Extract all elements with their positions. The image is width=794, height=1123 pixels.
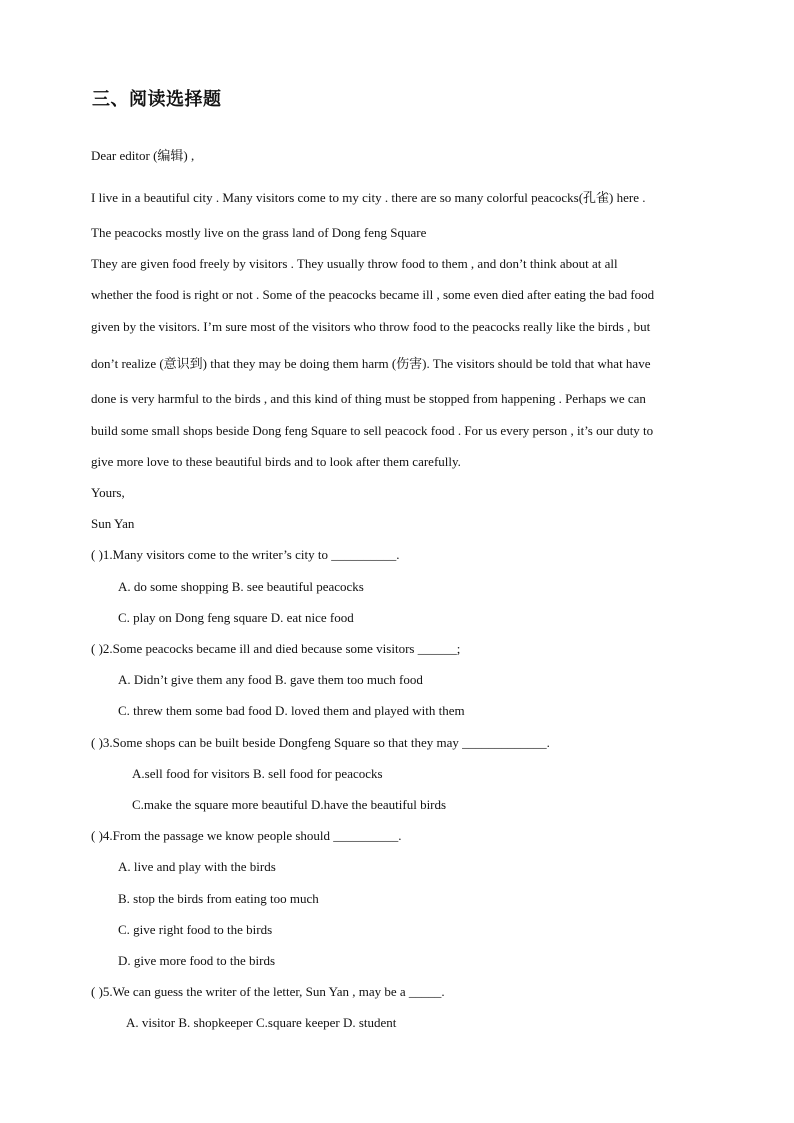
letter-line: given by the visitors. I’m sure most of the visitors who throw food to the peacocks really like the birds , but [91, 319, 651, 334]
letter-line: whether the food is right or not . Some of the peacocks became ill , some even died after eating the bad food [91, 287, 655, 302]
letter-line: give more love to these beautiful birds and to look after them carefully. [91, 454, 461, 469]
letter-line: done is very harmful to the birds , and this kind of thing must be stopped from happening . Perhaps we can [91, 391, 646, 406]
letter-line: The peacocks mostly live on the grass land of Dong feng Square [91, 225, 427, 240]
letter-closing: Yours, [91, 485, 125, 500]
question-stem: ( )5.We can guess the writer of the letter, Sun Yan , may be a _____. [91, 984, 445, 999]
question-stem: ( )2.Some peacocks became ill and died because some visitors ______; [91, 641, 461, 656]
question-option: C.make the square more beautiful D.have the beautiful birds [132, 797, 447, 812]
question-option: C. threw them some bad food D. loved them and played with them [118, 703, 465, 718]
question-option: A.sell food for visitors B. sell food for peacocks [132, 766, 383, 781]
question-option: C. give right food to the birds [118, 922, 273, 937]
question-option: A. do some shopping B. see beautiful peacocks [118, 579, 364, 594]
letter-line: build some small shops beside Dong feng Square to sell peacock food . For us every person , it’s our duty to [91, 423, 654, 438]
letter-signature: Sun Yan [91, 516, 135, 531]
section-title: 三、阅读选择题 [92, 89, 222, 110]
letter-line: I live in a beautiful city . Many visitors come to my city . there are so many colorful peacocks(孔雀) here . [91, 190, 646, 205]
letter-line: They are given food freely by visitors . They usually throw food to them , and don’t think about at all [91, 256, 618, 271]
question-stem: ( )4.From the passage we know people should __________. [91, 828, 402, 843]
letter-line: don’t realize (意识到) that they may be doing them harm (伤害). The visitors should be told that what have [91, 356, 651, 371]
question-stem: ( )1.Many visitors come to the writer’s city to __________. [91, 547, 400, 562]
question-option: C. play on Dong feng square D. eat nice food [118, 610, 354, 625]
letter-greeting: Dear editor (编辑) , [91, 148, 195, 163]
question-option: A. visitor B. shopkeeper C.square keeper D. student [126, 1015, 397, 1030]
question-option: B. stop the birds from eating too much [118, 891, 319, 906]
question-option: A. live and play with the birds [118, 859, 276, 874]
question-option: D. give more food to the birds [118, 953, 276, 968]
question-stem: ( )3.Some shops can be built beside Dongfeng Square so that they may _____________. [91, 735, 550, 750]
question-option: A. Didn’t give them any food B. gave them too much food [118, 672, 423, 687]
